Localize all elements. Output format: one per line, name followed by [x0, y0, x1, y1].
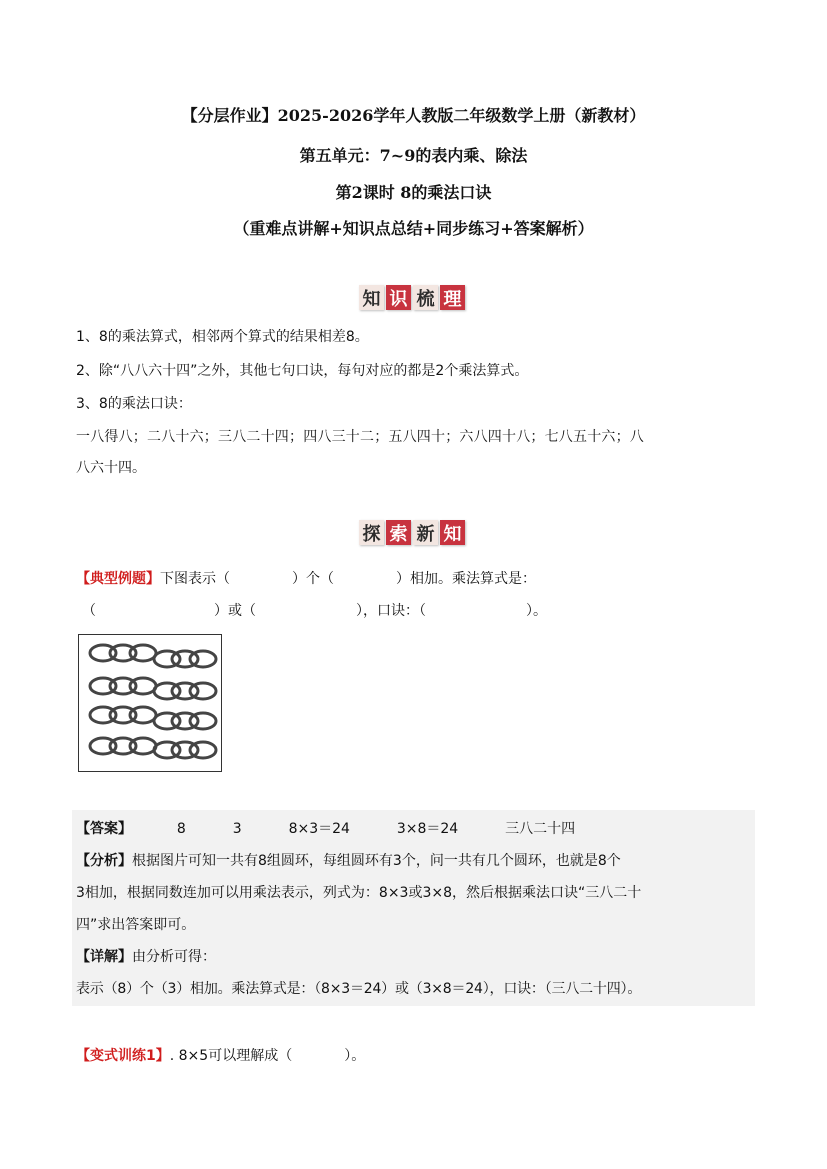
badge-char: 识: [386, 285, 411, 310]
analysis-label: 【分析】: [76, 853, 132, 869]
question-text: ）或（: [214, 603, 256, 619]
answer-value: 8: [176, 821, 186, 837]
title-line-4: （重难点讲解+知识点总结+同步练习+答案解析）: [233, 219, 594, 238]
badge-char: 新: [413, 520, 438, 545]
analysis-line-2: 3相加，根据同数连加可以用乘法表示，列式为：8×3或3×8，然后根据乘法口诀“三八二十: [76, 885, 642, 901]
badge-char: 梳: [413, 285, 438, 310]
question-text: （: [82, 603, 96, 619]
variant-tag: 【变式训练1】: [76, 1048, 170, 1064]
section-badge-explore: [359, 520, 465, 545]
ring-group: [154, 683, 216, 699]
ring-group: [90, 678, 156, 694]
rings-illustration: [79, 635, 221, 771]
ring-group: [154, 742, 216, 758]
ring-group: [90, 707, 156, 723]
answer-label: 【答案】: [76, 821, 132, 837]
knowledge-item-1: 1、8的乘法算式，相邻两个算式的结果相差8。: [76, 329, 369, 345]
title-line-3: 第2课时 8的乘法口诀: [335, 183, 492, 202]
badge-char: 知: [359, 285, 384, 310]
detail-line-2: 表示（8）个（3）相加。乘法算式是：（8×3＝24）或（3×8＝24），口诀：（三八二十四）。: [76, 981, 642, 997]
detail-label: 【详解】: [76, 949, 132, 965]
knowledge-item-3: 3、8的乘法口诀：: [76, 396, 192, 412]
answer-value: 三八二十四: [505, 821, 576, 837]
question-text: ），口诀：（: [356, 603, 426, 619]
question-text: ）相加。乘法算式是：: [396, 571, 536, 587]
example-tag: 【典型例题】: [76, 571, 160, 587]
title-line-1: 【分层作业】2025-2026学年人教版二年级数学上册（新教材）: [181, 106, 646, 125]
ring-group: [90, 645, 156, 661]
answer-value: 3: [232, 821, 242, 837]
rings-figure: [78, 634, 222, 772]
ring-group: [154, 651, 216, 667]
badge-char: 探: [359, 520, 384, 545]
detail-text: 由分析可得：: [132, 949, 216, 965]
variant-question: [76, 1045, 365, 1065]
knowledge-item-2: 2、除“八八六十四”之外，其他七句口诀，每句对应的都是2个乘法算式。: [76, 363, 529, 379]
detail-line-1: [76, 946, 216, 966]
answer-value: 8×3＝24: [288, 821, 350, 837]
analysis-line-1: [76, 850, 621, 870]
answer-value: 3×8＝24: [396, 821, 459, 837]
question-text: ）个（: [292, 571, 334, 587]
badge-char: 知: [440, 520, 465, 545]
variant-text: ）。: [344, 1048, 366, 1064]
analysis-line-3: 四”求出答案即可。: [76, 917, 196, 933]
question-text: 下图表示（: [160, 571, 230, 587]
ring-group: [154, 713, 216, 729]
example-question-line-1: [76, 568, 536, 588]
section-badge-knowledge: [359, 285, 465, 310]
ring-group: [90, 738, 156, 754]
title-line-2: 第五单元：7~9的表内乘、除法: [299, 146, 528, 165]
knowledge-item-3-line-1: 一八得八；二八十六；三八二十四；四八三十二；五八四十；六八四十八；七八五十六；八: [76, 429, 644, 445]
analysis-text: 根据图片可知一共有8组圆环，每组圆环有3个，问一共有几个圆环，也就是8个: [132, 853, 621, 869]
answer-panel: [72, 810, 755, 1006]
badge-char: 理: [440, 285, 465, 310]
example-question-line-2: [82, 600, 547, 620]
question-text: ）。: [526, 603, 547, 619]
badge-char: 索: [386, 520, 411, 545]
answer-row: [76, 818, 575, 838]
knowledge-item-3-line-2: 八六十四。: [76, 460, 146, 476]
variant-text: . 8×5可以理解成（: [169, 1048, 293, 1064]
